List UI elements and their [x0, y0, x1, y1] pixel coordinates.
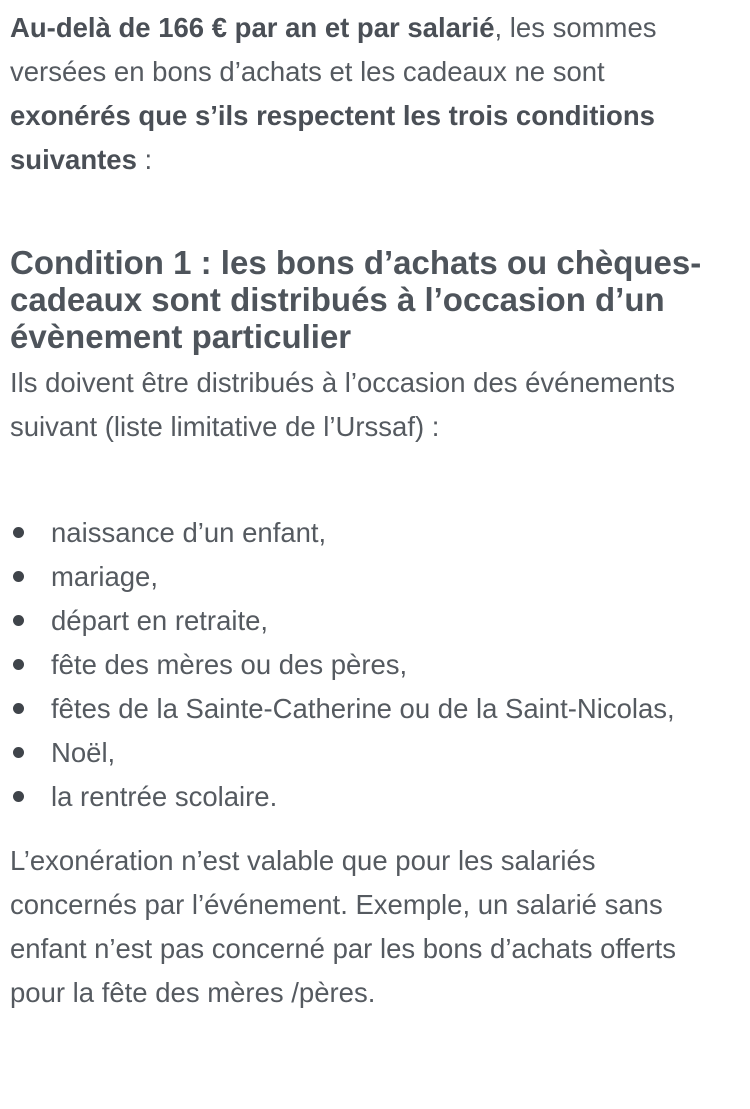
- list-item: [10, 599, 730, 643]
- condition-1-paragraph: Ils doivent être distribués à l’occasion des événements suivant (liste limitative de l’Urssaf) :: [10, 367, 675, 442]
- bullet-icon: [13, 703, 24, 714]
- events-list: [10, 511, 730, 819]
- bullet-icon: [13, 747, 24, 758]
- bullet-icon: [13, 791, 24, 802]
- list-item-label: mariage,: [51, 561, 158, 592]
- list-item: [10, 731, 730, 775]
- list-item-label: la rentrée scolaire.: [51, 781, 278, 812]
- closing-paragraph: L’exonération n’est valable que pour les salariés concernés par l’événement. Exemple, un salarié sans enfant n’est pas concerné par les bons d’achats offerts pour la fête des mères /pères.: [10, 845, 677, 1008]
- list-item: [10, 687, 730, 731]
- list-item: [10, 775, 730, 819]
- intro-bold-mid: exonérés que s’ils respectent les trois conditions suivantes: [10, 100, 655, 175]
- intro-text-1: , les sommes versées en bons d’achats et les cadeaux ne sont: [10, 12, 657, 87]
- intro-bold-lead: Au-delà de 166 € par an et par salarié: [10, 12, 495, 43]
- bullet-icon: [13, 659, 24, 670]
- list-item-label: naissance d’un enfant,: [51, 517, 327, 548]
- list-item: [10, 555, 730, 599]
- intro-text-2: :: [136, 144, 153, 175]
- list-item: [10, 511, 730, 555]
- list-item: [10, 643, 730, 687]
- intro-paragraph: [10, 6, 730, 182]
- list-item-label: fêtes de la Sainte-Catherine ou de la Saint-Nicolas,: [51, 693, 675, 724]
- bullet-icon: [13, 615, 24, 626]
- bullet-icon: [13, 527, 24, 538]
- list-item-label: Noël,: [51, 737, 116, 768]
- bullet-icon: [13, 571, 24, 582]
- list-item-label: départ en retraite,: [51, 605, 269, 636]
- condition-1-heading: Condition 1 : les bons d’achats ou chèques-cadeaux sont distribués à l’occasion d’un évènement particulier: [10, 244, 702, 355]
- list-item-label: fête des mères ou des pères,: [51, 649, 408, 680]
